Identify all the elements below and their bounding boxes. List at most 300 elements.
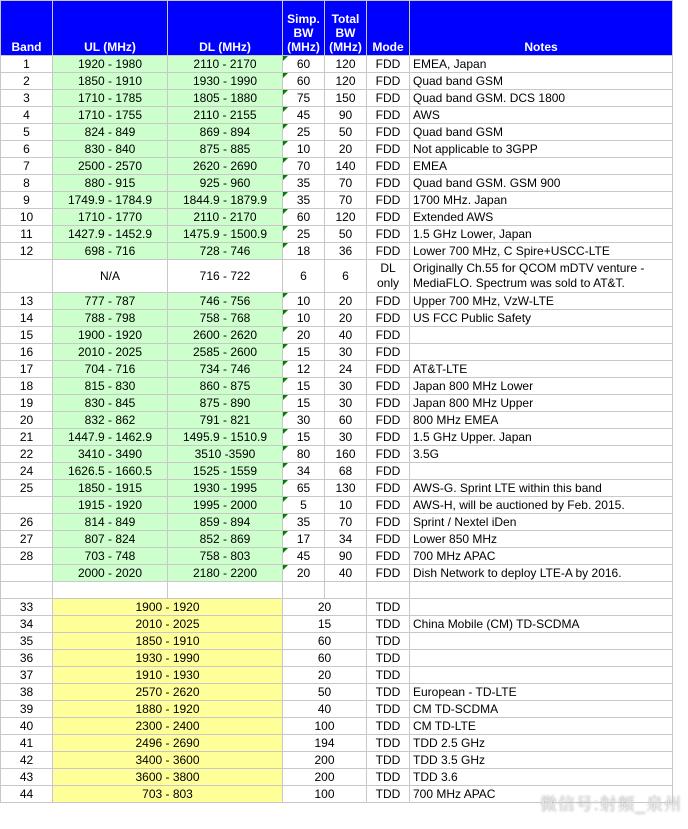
tdd-section	[1, 599, 673, 803]
table-row	[1, 769, 673, 786]
bw-cell: 100	[283, 786, 367, 803]
notes-cell: AT&T-LTE	[410, 361, 673, 378]
bw-cell: 100	[283, 718, 367, 735]
total-bw-cell: 160	[325, 446, 367, 463]
table-row	[1, 667, 673, 684]
bw-cell: 60	[283, 650, 367, 667]
notes-cell: CM TD-LTE	[410, 718, 673, 735]
total-bw-cell: 120	[325, 209, 367, 226]
band-cell: 40	[1, 718, 53, 735]
dl-cell: 758 - 803	[168, 548, 283, 565]
table-row	[1, 446, 673, 463]
mode-cell: FDD	[367, 158, 410, 175]
ul-cell: 3410 - 3490	[53, 446, 168, 463]
notes-cell	[410, 633, 673, 650]
ul-cell: 1427.9 - 1452.9	[53, 226, 168, 243]
table-row	[1, 718, 673, 735]
mode-cell: FDD	[367, 209, 410, 226]
simp-bw-cell: 25	[283, 124, 325, 141]
ul-cell: N/A	[53, 260, 168, 293]
band-cell: 15	[1, 327, 53, 344]
band-cell: 35	[1, 633, 53, 650]
dl-cell: 3510 -3590	[168, 446, 283, 463]
mode-cell: FDD	[367, 192, 410, 209]
mode-cell: FDD	[367, 378, 410, 395]
mode-cell: FDD	[367, 56, 410, 73]
band-cell: 25	[1, 480, 53, 497]
mode-cell: TDD	[367, 633, 410, 650]
table-row	[1, 73, 673, 90]
notes-cell: TDD 3.6	[410, 769, 673, 786]
notes-cell: Japan 800 MHz Upper	[410, 395, 673, 412]
band-cell: 4	[1, 107, 53, 124]
notes-cell: Lower 850 MHz	[410, 531, 673, 548]
notes-cell: 700 MHz APAC	[410, 548, 673, 565]
simp-bw-cell: 60	[283, 209, 325, 226]
range-cell: 1910 - 1930	[53, 667, 283, 684]
na-section	[1, 260, 673, 293]
band-cell: 39	[1, 701, 53, 718]
simp-bw-cell: 65	[283, 480, 325, 497]
table-row	[1, 124, 673, 141]
band-cell: 26	[1, 514, 53, 531]
range-cell: 1930 - 1990	[53, 650, 283, 667]
total-bw-cell: 30	[325, 378, 367, 395]
notes-cell: Quad band GSM	[410, 73, 673, 90]
ul-cell: 1710 - 1770	[53, 209, 168, 226]
dl-cell: 1844.9 - 1879.9	[168, 192, 283, 209]
band-cell: 38	[1, 684, 53, 701]
total-bw-cell: 6	[325, 260, 367, 293]
band-cell: 21	[1, 429, 53, 446]
notes-cell	[410, 344, 673, 361]
range-cell: 1850 - 1910	[53, 633, 283, 650]
notes-cell: Lower 700 MHz, C Spire+USCC-LTE	[410, 243, 673, 260]
dl-cell: 1475.9 - 1500.9	[168, 226, 283, 243]
total-bw-cell: 70	[325, 514, 367, 531]
total-bw-cell: 68	[325, 463, 367, 480]
mode-cell: FDD	[367, 446, 410, 463]
table-row	[1, 344, 673, 361]
total-bw-cell: 20	[325, 141, 367, 158]
ul-cell: 1900 - 1920	[53, 327, 168, 344]
table-row	[1, 209, 673, 226]
dl-cell: 2585 - 2600	[168, 344, 283, 361]
table-row	[1, 684, 673, 701]
band-cell: 6	[1, 141, 53, 158]
table-row	[1, 175, 673, 192]
simp-bw-cell: 20	[283, 565, 325, 582]
ul-cell: 832 - 862	[53, 412, 168, 429]
notes-cell: CM TD-SCDMA	[410, 701, 673, 718]
simp-bw-cell: 12	[283, 361, 325, 378]
header-notes: Notes	[410, 1, 673, 56]
total-bw-cell: 20	[325, 310, 367, 327]
dl-cell: 859 - 894	[168, 514, 283, 531]
band-cell: 7	[1, 158, 53, 175]
mode-cell: TDD	[367, 701, 410, 718]
total-bw-cell: 24	[325, 361, 367, 378]
dl-cell: 860 - 875	[168, 378, 283, 395]
ul-cell: 1447.9 - 1462.9	[53, 429, 168, 446]
mode-cell: FDD	[367, 565, 410, 582]
header-row	[1, 1, 673, 56]
notes-cell: Dish Network to deploy LTE-A by 2016.	[410, 565, 673, 582]
band-cell: 24	[1, 463, 53, 480]
table-row	[1, 243, 673, 260]
table-row-na	[1, 260, 673, 293]
notes-cell	[410, 667, 673, 684]
notes-cell: Quad band GSM	[410, 124, 673, 141]
notes-cell: Originally Ch.55 for QCOM mDTV venture - MediaFLO. Spectrum was sold to AT&T.	[410, 260, 673, 293]
ul-cell: 1626.5 - 1660.5	[53, 463, 168, 480]
band-cell: 3	[1, 90, 53, 107]
band-cell: 22	[1, 446, 53, 463]
band-cell: 1	[1, 56, 53, 73]
total-bw-cell: 50	[325, 124, 367, 141]
dl-cell: 1525 - 1559	[168, 463, 283, 480]
header-simp-bw: Simp. BW (MHz)	[283, 1, 325, 56]
total-bw-cell: 90	[325, 107, 367, 124]
ul-cell: 830 - 840	[53, 141, 168, 158]
dl-cell: 875 - 885	[168, 141, 283, 158]
table-row	[1, 361, 673, 378]
ul-cell: 777 - 787	[53, 293, 168, 310]
simp-bw-cell: 45	[283, 107, 325, 124]
mode-cell: FDD	[367, 514, 410, 531]
band-cell: 14	[1, 310, 53, 327]
simp-bw-cell: 70	[283, 158, 325, 175]
table-row	[1, 226, 673, 243]
simp-bw-cell: 45	[283, 548, 325, 565]
mode-cell: FDD	[367, 463, 410, 480]
simp-bw-cell: 15	[283, 429, 325, 446]
dl-cell: 758 - 768	[168, 310, 283, 327]
dl-cell: 2180 - 2200	[168, 565, 283, 582]
simp-bw-cell: 5	[283, 497, 325, 514]
table-row	[1, 752, 673, 769]
header-ul: UL (MHz)	[53, 1, 168, 56]
mode-cell: TDD	[367, 752, 410, 769]
table-row	[1, 531, 673, 548]
band-cell	[1, 497, 53, 514]
ul-cell: 1710 - 1755	[53, 107, 168, 124]
notes-cell: Quad band GSM. DCS 1800	[410, 90, 673, 107]
dl-cell: 746 - 756	[168, 293, 283, 310]
ul-cell: 1920 - 1980	[53, 56, 168, 73]
total-bw-cell: 36	[325, 243, 367, 260]
mode-cell: FDD	[367, 548, 410, 565]
mode-cell: FDD	[367, 226, 410, 243]
band-cell: 36	[1, 650, 53, 667]
total-bw-cell: 120	[325, 73, 367, 90]
table-row	[1, 412, 673, 429]
ul-cell: 1915 - 1920	[53, 497, 168, 514]
notes-cell: 3.5G	[410, 446, 673, 463]
total-bw-cell: 30	[325, 344, 367, 361]
table-row	[1, 56, 673, 73]
mode-cell: FDD	[367, 361, 410, 378]
dl-cell: 734 - 746	[168, 361, 283, 378]
simp-bw-cell: 35	[283, 192, 325, 209]
dl-cell: 1995 - 2000	[168, 497, 283, 514]
dl-cell: 2110 - 2170	[168, 209, 283, 226]
total-bw-cell: 130	[325, 480, 367, 497]
header-dl: DL (MHz)	[168, 1, 283, 56]
bw-cell: 20	[283, 667, 367, 684]
dl-cell: 925 - 960	[168, 175, 283, 192]
total-bw-cell: 50	[325, 226, 367, 243]
mode-cell: TDD	[367, 650, 410, 667]
dl-cell: 2110 - 2155	[168, 107, 283, 124]
watermark: 微信号:射頻_泉州	[539, 795, 682, 814]
total-bw-cell: 140	[325, 158, 367, 175]
simp-bw-cell: 25	[283, 226, 325, 243]
total-bw-cell: 30	[325, 429, 367, 446]
dl-cell: 869 - 894	[168, 124, 283, 141]
ul-cell: 1850 - 1910	[53, 73, 168, 90]
table-row	[1, 514, 673, 531]
mode-cell: FDD	[367, 395, 410, 412]
range-cell: 3600 - 3800	[53, 769, 283, 786]
table-row	[1, 429, 673, 446]
simp-bw-cell: 80	[283, 446, 325, 463]
notes-cell: Japan 800 MHz Lower	[410, 378, 673, 395]
table-row	[1, 701, 673, 718]
range-cell: 3400 - 3600	[53, 752, 283, 769]
simp-bw-cell: 15	[283, 378, 325, 395]
band-cell: 37	[1, 667, 53, 684]
bw-cell: 200	[283, 769, 367, 786]
dl-cell: 1495.9 - 1510.9	[168, 429, 283, 446]
ul-cell: 824 - 849	[53, 124, 168, 141]
ul-cell: 703 - 748	[53, 548, 168, 565]
simp-bw-cell: 15	[283, 395, 325, 412]
range-cell: 2300 - 2400	[53, 718, 283, 735]
band-cell: 20	[1, 412, 53, 429]
dl-cell: 1930 - 1995	[168, 480, 283, 497]
band-cell: 10	[1, 209, 53, 226]
simp-bw-cell: 60	[283, 73, 325, 90]
notes-cell: Sprint / Nextel iDen	[410, 514, 673, 531]
mode-cell: TDD	[367, 599, 410, 616]
band-cell: 42	[1, 752, 53, 769]
simp-bw-cell: 10	[283, 310, 325, 327]
total-bw-cell: 40	[325, 565, 367, 582]
notes-cell	[410, 650, 673, 667]
notes-cell: AWS-H, will be auctioned by Feb. 2015.	[410, 497, 673, 514]
bw-cell: 40	[283, 701, 367, 718]
bw-cell: 20	[283, 599, 367, 616]
range-cell: 2496 - 2690	[53, 735, 283, 752]
table-row	[1, 141, 673, 158]
mode-cell: TDD	[367, 667, 410, 684]
band-cell: 18	[1, 378, 53, 395]
dl-cell: 2620 - 2690	[168, 158, 283, 175]
simp-bw-cell: 35	[283, 514, 325, 531]
dl-cell: 875 - 890	[168, 395, 283, 412]
dl-cell: 716 - 722	[168, 260, 283, 293]
bw-cell: 200	[283, 752, 367, 769]
range-cell: 1880 - 1920	[53, 701, 283, 718]
ul-cell: 1850 - 1915	[53, 480, 168, 497]
mode-cell: FDD	[367, 175, 410, 192]
table-row	[1, 378, 673, 395]
mode-cell: TDD	[367, 718, 410, 735]
notes-cell: 1.5 GHz Upper. Japan	[410, 429, 673, 446]
table-row	[1, 599, 673, 616]
mode-cell: FDD	[367, 497, 410, 514]
simp-bw-cell: 15	[283, 344, 325, 361]
notes-cell: 1.5 GHz Lower, Japan	[410, 226, 673, 243]
mode-cell: FDD	[367, 107, 410, 124]
ul-cell: 698 - 716	[53, 243, 168, 260]
ul-cell: 814 - 849	[53, 514, 168, 531]
simp-bw-cell: 30	[283, 412, 325, 429]
notes-cell: EMEA, Japan	[410, 56, 673, 73]
table-row	[1, 107, 673, 124]
mode-cell: TDD	[367, 616, 410, 633]
table-row	[1, 633, 673, 650]
fdd-section-2	[1, 293, 673, 582]
band-cell: 5	[1, 124, 53, 141]
table-row	[1, 395, 673, 412]
notes-cell: TDD 2.5 GHz	[410, 735, 673, 752]
ul-cell: 704 - 716	[53, 361, 168, 378]
table-row	[1, 548, 673, 565]
band-cell: 12	[1, 243, 53, 260]
total-bw-cell: 150	[325, 90, 367, 107]
band-cell	[1, 565, 53, 582]
total-bw-cell: 90	[325, 548, 367, 565]
spacer-section	[1, 582, 673, 599]
total-bw-cell: 20	[325, 293, 367, 310]
table-row	[1, 735, 673, 752]
table-row	[1, 327, 673, 344]
header-mode: Mode	[367, 1, 410, 56]
simp-bw-cell: 34	[283, 463, 325, 480]
simp-bw-cell: 10	[283, 293, 325, 310]
mode-cell: FDD	[367, 124, 410, 141]
mode-cell: FDD	[367, 243, 410, 260]
mode-cell: FDD	[367, 293, 410, 310]
simp-bw-cell: 75	[283, 90, 325, 107]
notes-cell: Extended AWS	[410, 209, 673, 226]
range-cell: 2010 - 2025	[53, 616, 283, 633]
table-row	[1, 310, 673, 327]
ul-cell: 2010 - 2025	[53, 344, 168, 361]
notes-cell: 700 MHz APAC	[410, 786, 673, 803]
range-cell: 2570 - 2620	[53, 684, 283, 701]
total-bw-cell: 34	[325, 531, 367, 548]
range-cell: 1900 - 1920	[53, 599, 283, 616]
mode-cell: FDD	[367, 344, 410, 361]
dl-cell: 852 - 869	[168, 531, 283, 548]
mode-cell: FDD	[367, 412, 410, 429]
ul-cell: 2000 - 2020	[53, 565, 168, 582]
notes-cell: AWS-G. Sprint LTE within this band	[410, 480, 673, 497]
notes-cell: EMEA	[410, 158, 673, 175]
simp-bw-cell: 60	[283, 56, 325, 73]
band-cell: 27	[1, 531, 53, 548]
band-cell: 41	[1, 735, 53, 752]
band-cell: 13	[1, 293, 53, 310]
mode-cell: FDD	[367, 141, 410, 158]
ul-cell: 1710 - 1785	[53, 90, 168, 107]
dl-cell: 1805 - 1880	[168, 90, 283, 107]
band-cell: 11	[1, 226, 53, 243]
total-bw-cell: 70	[325, 175, 367, 192]
simp-bw-cell: 6	[283, 260, 325, 293]
table-row	[1, 616, 673, 633]
simp-bw-cell: 20	[283, 327, 325, 344]
dl-cell: 2600 - 2620	[168, 327, 283, 344]
simp-bw-cell: 35	[283, 175, 325, 192]
mode-cell: FDD	[367, 327, 410, 344]
band-cell: 8	[1, 175, 53, 192]
notes-cell: European - TD-LTE	[410, 684, 673, 701]
table-row	[1, 497, 673, 514]
range-cell: 703 - 803	[53, 786, 283, 803]
ul-cell: 1749.9 - 1784.9	[53, 192, 168, 209]
total-bw-cell: 40	[325, 327, 367, 344]
bw-cell: 60	[283, 633, 367, 650]
mode-cell: FDD	[367, 429, 410, 446]
bw-cell: 50	[283, 684, 367, 701]
spacer-row	[1, 582, 673, 599]
ul-cell: 788 - 798	[53, 310, 168, 327]
mode-cell: FDD	[367, 531, 410, 548]
notes-cell: US FCC Public Safety	[410, 310, 673, 327]
dl-cell: 728 - 746	[168, 243, 283, 260]
table-row	[1, 192, 673, 209]
notes-cell	[410, 599, 673, 616]
bw-cell: 15	[283, 616, 367, 633]
notes-cell	[410, 463, 673, 480]
table-row	[1, 158, 673, 175]
mode-cell: TDD	[367, 769, 410, 786]
notes-cell: Upper 700 MHz, VzW-LTE	[410, 293, 673, 310]
band-cell: 33	[1, 599, 53, 616]
total-bw-cell: 70	[325, 192, 367, 209]
mode-cell: TDD	[367, 786, 410, 803]
simp-bw-cell: 17	[283, 531, 325, 548]
notes-cell: 1700 MHz. Japan	[410, 192, 673, 209]
table-row	[1, 293, 673, 310]
ul-cell: 880 - 915	[53, 175, 168, 192]
band-cell: 34	[1, 616, 53, 633]
notes-cell: 800 MHz EMEA	[410, 412, 673, 429]
simp-bw-cell: 10	[283, 141, 325, 158]
mode-cell: FDD	[367, 480, 410, 497]
band-cell: 16	[1, 344, 53, 361]
ul-cell: 815 - 830	[53, 378, 168, 395]
band-cell: 9	[1, 192, 53, 209]
dl-cell: 2110 - 2170	[168, 56, 283, 73]
table-row	[1, 463, 673, 480]
total-bw-cell: 30	[325, 395, 367, 412]
notes-cell: China Mobile (CM) TD-SCDMA	[410, 616, 673, 633]
total-bw-cell: 10	[325, 497, 367, 514]
notes-cell: TDD 3.5 GHz	[410, 752, 673, 769]
table-row	[1, 565, 673, 582]
notes-cell	[410, 327, 673, 344]
band-cell: 19	[1, 395, 53, 412]
ul-cell: 830 - 845	[53, 395, 168, 412]
mode-cell: FDD	[367, 90, 410, 107]
table-row	[1, 480, 673, 497]
notes-cell: Not applicable to 3GPP	[410, 141, 673, 158]
